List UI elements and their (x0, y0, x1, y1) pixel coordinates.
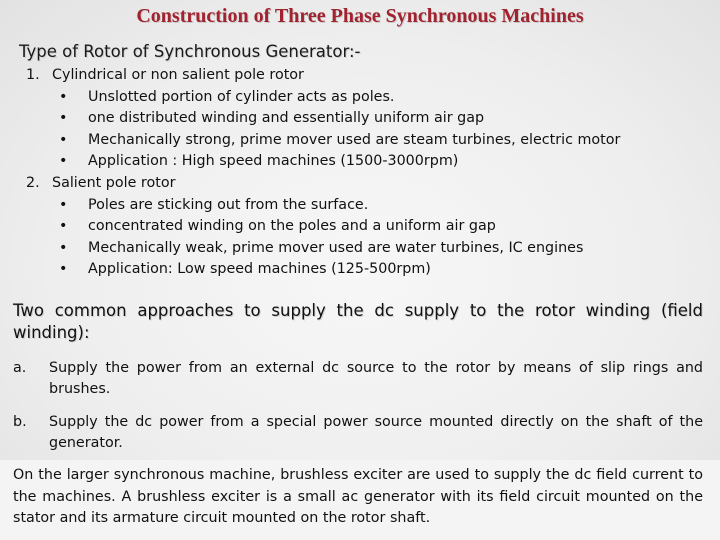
list-item: • Mechanically strong, prime mover used are steam turbines, electric motor (59, 132, 621, 148)
list-item: • Application : High speed machines (1500-3000rpm) (59, 153, 459, 169)
list-label: b. (13, 414, 27, 430)
approaches-heading (13, 300, 703, 344)
bullet-icon: • (59, 110, 68, 126)
paragraph-line: On the larger synchronous machine, brushless exciter are used to supply the dc field current to (13, 467, 703, 483)
bullet-icon: • (59, 132, 68, 148)
list-number: 1. (26, 67, 40, 83)
list-label: a. (13, 360, 27, 376)
approach-text-line1: Supply the dc power from a special power source mounted directly on the shaft of the (49, 414, 703, 430)
rotor-type-label: Salient pole rotor (52, 175, 176, 191)
bullet-icon: • (59, 218, 68, 234)
bullet-icon: • (59, 197, 68, 213)
bullet-icon: • (59, 153, 68, 169)
list-item: • concentrated winding on the poles and a uniform air gap (59, 218, 496, 234)
approach-text-line2: brushes. (49, 381, 111, 397)
approaches-heading-line2: winding): (13, 323, 90, 342)
approach-item-a (13, 358, 703, 402)
paragraph-line: the machines. A brushless exciter is a small ac generator with its field circuit mounted on the (13, 488, 703, 505)
list-item: • Application: Low speed machines (125-500rpm) (59, 261, 431, 277)
rotor-type-label: Cylindrical or non salient pole rotor (52, 67, 304, 83)
approaches-heading-line1: Two common approaches to supply the dc supply to the rotor winding (field (13, 301, 703, 320)
rotor-type-1 (26, 67, 304, 83)
paragraph-line: stator and its armature circuit mounted on the rotor shaft. (13, 510, 431, 526)
list-number: 2. (26, 175, 40, 191)
approach-text-line2: generator. (49, 435, 123, 451)
list-item: • one distributed winding and essentially uniform air gap (59, 110, 485, 126)
brushless-exciter-paragraph (13, 465, 703, 530)
approach-item-b (13, 412, 703, 456)
rotor-type-2 (26, 175, 175, 191)
bullet-icon: • (59, 261, 68, 277)
approach-text-line1: Supply the power from an external dc source to the rotor by means of slip rings and (49, 360, 703, 376)
list-item: • Mechanically weak, prime mover used are water turbines, IC engines (59, 240, 584, 256)
slide-title: Construction of Three Phase Synchronous Machines (136, 5, 584, 27)
bullet-icon: • (59, 240, 68, 256)
list-item: • Unslotted portion of cylinder acts as poles. (59, 89, 395, 105)
list-item: • Poles are sticking out from the surface. (59, 197, 369, 213)
rotor-type-heading: Type of Rotor of Synchronous Generator:- (19, 42, 361, 61)
bullet-icon: • (59, 89, 68, 105)
